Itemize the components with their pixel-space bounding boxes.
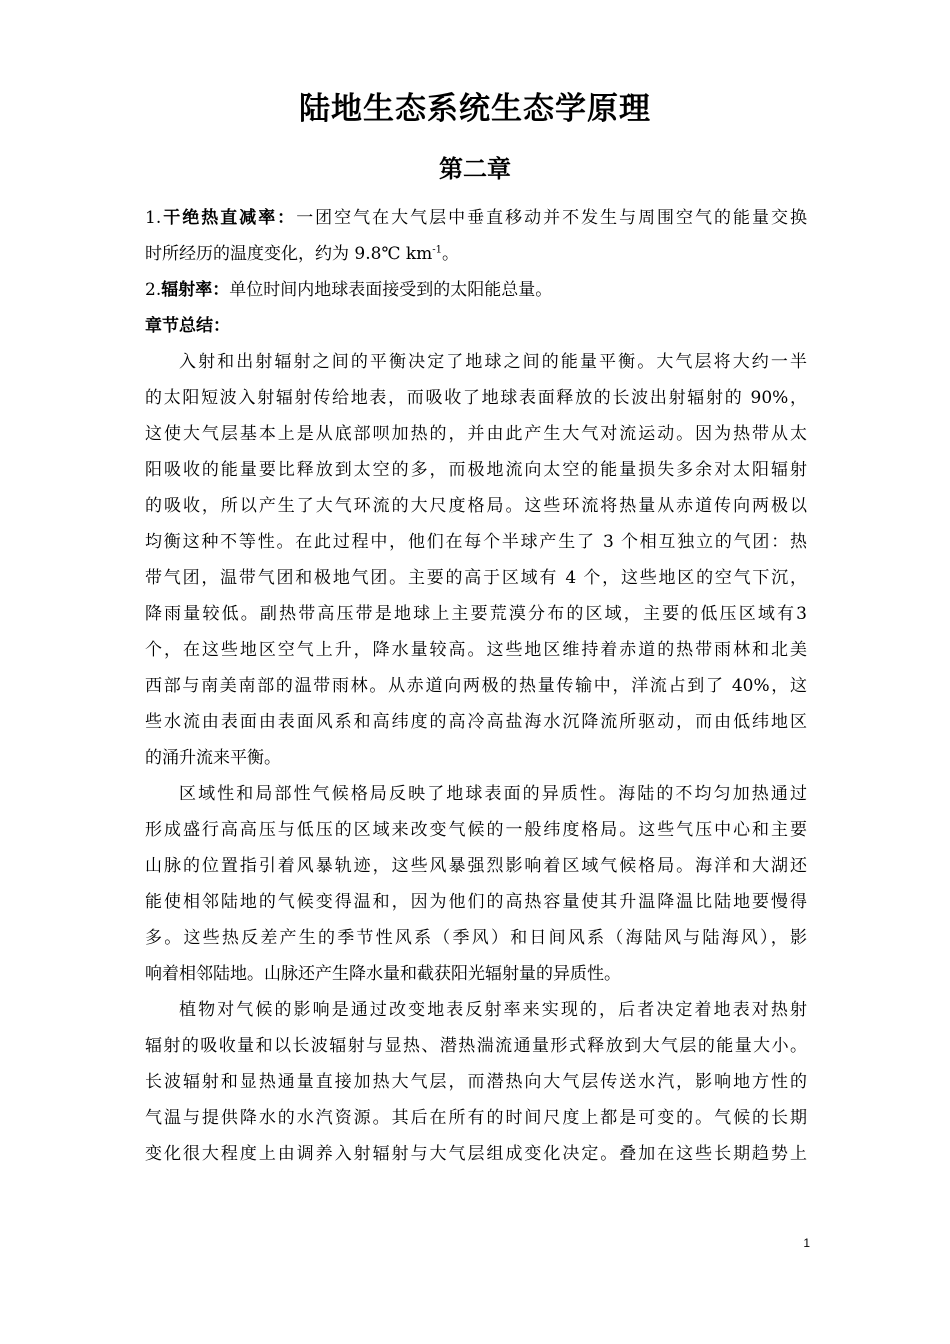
definition-1-line-2: 时所经历的温度变化，约为 9.8℃ $km^{-1}$。	[145, 244, 460, 264]
paragraph-line: 的涌升流来平衡。	[145, 748, 281, 768]
paragraph-line: 山脉的位置指引着风暴轨迹，这些风暴强烈影响着区域气候格局。海洋和大湖还	[145, 856, 807, 876]
paragraph-line: 的吸收，所以产生了大气环流的大尺度格局。这些环流将热量从赤道传向两极以	[145, 496, 807, 516]
page-number: 1	[803, 1236, 810, 1250]
paragraph-line: 这使大气层基本上是从底部呗加热的，并由此产生大气对流运动。因为热带从太	[145, 424, 807, 444]
document-title: 陆地生态系统生态学原理	[299, 91, 651, 127]
paragraph-line: 入射和出射辐射之间的平衡决定了地球之间的能量平衡。大气层将大约一半	[179, 352, 807, 372]
paragraph-line: 植物对气候的影响是通过改变地表反射率来实现的，后者决定着地表对热射	[179, 1000, 807, 1020]
paragraph-line: 多。这些热反差产生的季节性风系（季风）和日间风系（海陆风与陆海风），影	[145, 928, 807, 948]
paragraph-line: 西部与南美南部的温带雨林。从赤道向两极的热量传输中，洋流占到了 40%，这	[145, 676, 807, 696]
definition-1-term: 干绝热直减率：	[161, 208, 297, 228]
document-body	[145, 200, 807, 1172]
paragraph-1	[145, 344, 807, 776]
paragraph-2	[145, 776, 807, 992]
paragraph-3	[145, 992, 807, 1172]
summary-heading: 章节总结：	[145, 316, 230, 336]
definition-1-number: 1.	[145, 208, 162, 228]
paragraph-line: 区域性和局部性气候格局反映了地球表面的异质性。海陆的不均匀加热通过	[179, 784, 807, 804]
paragraph-line: 阳吸收的能量要比释放到太空的多，而极地流向太空的能量损失多余对太阳辐射	[145, 460, 807, 480]
paragraph-line: 变化很大程度上由调养入射辐射与大气层组成变化决定。叠加在这些长期趋势上	[145, 1144, 807, 1164]
paragraph-line: 均衡这种不等性。在此过程中，他们在每个半球产生了 3 个相互独立的气团：热	[145, 532, 807, 552]
definition-1-text: 一团空气在大气层中垂直移动并不发生与周围空气的能量交换	[296, 208, 807, 228]
paragraph-line: 气温与提供降水的水汽资源。其后在所有的时间尺度上都是可变的。气候的长期	[145, 1108, 807, 1128]
paragraph-line: 降雨量较低。副热带高压带是地球上主要荒漠分布的区域，主要的低压区域有3	[145, 604, 807, 624]
paragraph-line: 响着相邻陆地。山脉还产生降水量和截获阳光辐射量的异质性。	[145, 964, 621, 984]
paragraph-line: 形成盛行高高压与低压的区域来改变气候的一般纬度格局。这些气压中心和主要	[145, 820, 807, 840]
paragraph-line: 长波辐射和显热通量直接加热大气层，而潜热向大气层传送水汽，影响地方性的	[145, 1072, 807, 1092]
definition-1-line-1	[145, 200, 807, 236]
definition-2-number: 2.	[145, 280, 162, 300]
paragraph-line: 些水流由表面由表面风系和高纬度的高冷高盐海水沉降流所驱动，而由低纬地区	[145, 712, 807, 732]
superscript: -1	[432, 244, 443, 256]
chapter-heading: 第二章	[439, 155, 511, 183]
definition-2-text: 单位时间内地球表面接受到的太阳能总量。	[229, 280, 553, 300]
paragraph-line: 能使相邻陆地的气候变得温和，因为他们的高热容量使其升温降温比陆地要慢得	[145, 892, 807, 912]
definition-2	[145, 272, 807, 308]
paragraph-line: 的太阳短波入射辐射传给地表，而吸收了地球表面释放的长波出射辐射的 90%，	[145, 388, 807, 408]
paragraph-line: 个，在这些地区空气上升，降水量较高。这些地区维持着赤道的热带雨林和北美	[145, 640, 807, 660]
paragraph-line: 辐射的吸收量和以长波辐射与显热、潜热湍流通量形式释放到大气层的能量大小。	[145, 1036, 807, 1056]
paragraph-line: 带气团，温带气团和极地气团。主要的高于区域有 4 个，这些地区的空气下沉，	[145, 568, 807, 588]
definition-2-term: 辐射率：	[161, 280, 230, 300]
